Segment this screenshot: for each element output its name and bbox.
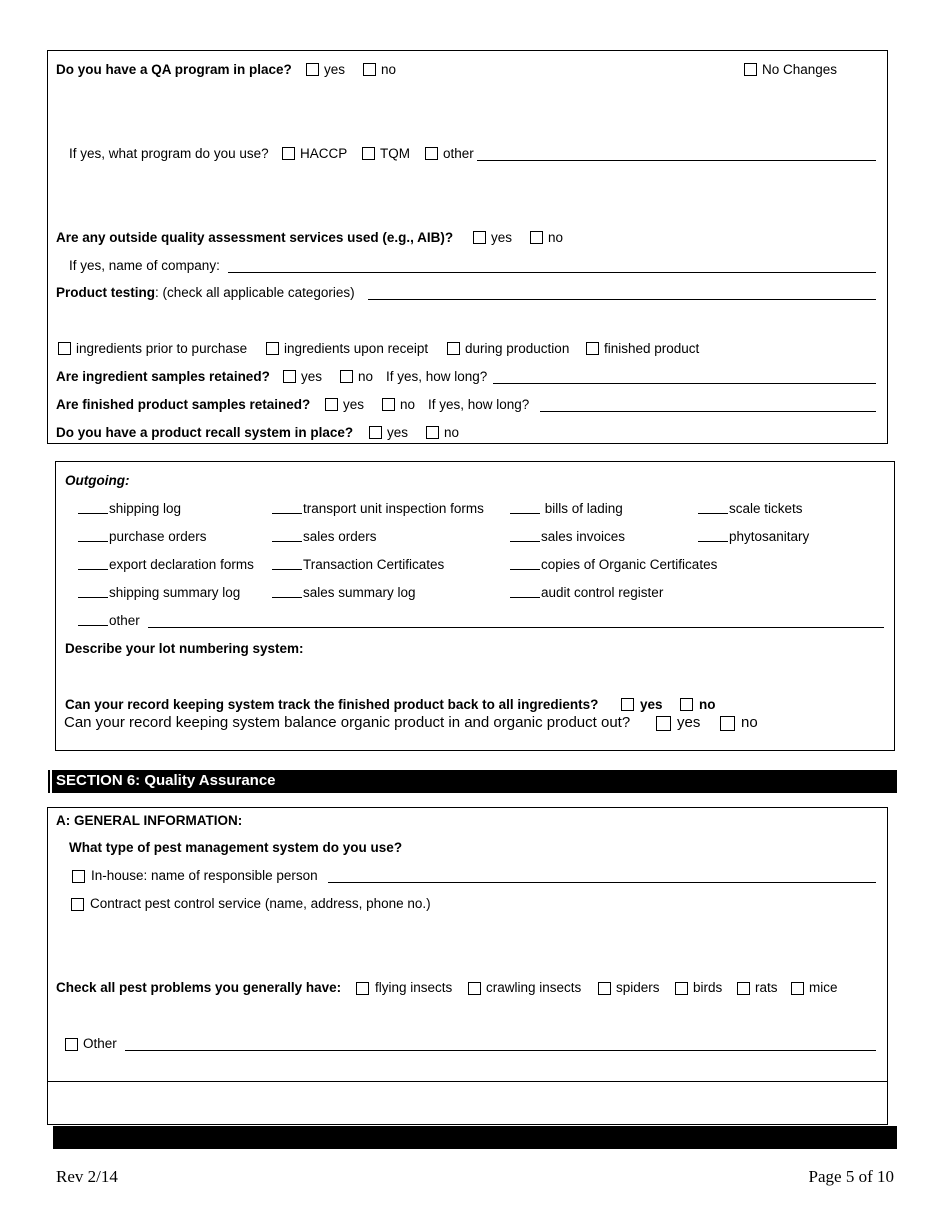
outgoing-item[interactable] [510, 585, 663, 600]
outgoing-item[interactable] [272, 585, 416, 600]
ingredient-samples-no-label: no [358, 369, 374, 384]
finished-how-long-label: If yes, how long? [428, 397, 530, 412]
outgoing-item-label: sales summary log [303, 585, 416, 600]
track-yes-checkbox[interactable] [621, 698, 634, 711]
lot-numbering-question: Describe your lot numbering system: [65, 641, 304, 656]
product-testing-hint: : (check all applicable categories) [155, 285, 355, 300]
ingredient-how-long-label: If yes, how long? [386, 369, 488, 384]
other-program-field[interactable] [477, 160, 876, 161]
qa-program-yes-label: yes [324, 62, 346, 77]
pest-spiders-checkbox[interactable] [598, 982, 611, 995]
pest-mice-checkbox[interactable] [791, 982, 804, 995]
track-no-checkbox[interactable] [680, 698, 693, 711]
ingredient-samples-question: Are ingredient samples retained? [56, 369, 270, 384]
pest-mice-label: mice [809, 980, 838, 995]
outgoing-other-item[interactable] [78, 613, 140, 628]
testing-during-production-label: during production [465, 341, 570, 356]
outgoing-item[interactable] [272, 557, 444, 572]
pest-flying-insects-label: flying insects [375, 980, 453, 995]
haccp-label: HACCP [300, 146, 348, 161]
company-name-label: If yes, name of company: [69, 258, 220, 273]
testing-prior-purchase-checkbox[interactable] [58, 342, 71, 355]
outside-services-no-checkbox[interactable] [530, 231, 543, 244]
outside-services-yes-label: yes [491, 230, 513, 245]
qa-program-question: Do you have a QA program in place? [56, 62, 292, 77]
in-house-checkbox[interactable] [72, 870, 85, 883]
section-title: SECTION 6: Quality Assurance [56, 772, 276, 789]
testing-upon-receipt-checkbox[interactable] [266, 342, 279, 355]
pest-other-label: Other [83, 1036, 117, 1051]
track-yes-label: yes [640, 697, 663, 712]
pest-crawling-insects-label: crawling insects [486, 980, 582, 995]
outgoing-item-label: phytosanitary [729, 529, 810, 544]
outgoing-item[interactable] [698, 501, 803, 516]
balance-yes-checkbox[interactable] [656, 716, 671, 731]
balance-no-checkbox[interactable] [720, 716, 735, 731]
balance-question: Can your record keeping system balance organic product in and organic product out? [64, 714, 631, 731]
outgoing-item[interactable] [78, 501, 181, 516]
outgoing-item-label: shipping log [109, 501, 182, 516]
testing-upon-receipt-label: ingredients upon receipt [284, 341, 429, 356]
outgoing-item-label: transport unit inspection forms [303, 501, 484, 516]
product-testing-label: Product testing [56, 285, 156, 300]
outgoing-heading: Outgoing: [65, 473, 130, 488]
outside-services-yes-checkbox[interactable] [473, 231, 486, 244]
track-no-label: no [699, 697, 716, 712]
product-testing-row [56, 285, 355, 300]
ingredient-how-long-field[interactable] [493, 383, 876, 384]
contract-service-checkbox[interactable] [71, 898, 84, 911]
outgoing-item[interactable] [272, 501, 484, 516]
program-question: If yes, what program do you use? [69, 146, 269, 161]
outgoing-item-label: shipping summary log [109, 585, 241, 600]
qa-program-yes-checkbox[interactable] [306, 63, 319, 76]
recall-yes-checkbox[interactable] [369, 426, 382, 439]
finished-samples-question: Are finished product samples retained? [56, 397, 311, 412]
pest-other-field[interactable] [125, 1050, 876, 1051]
track-question: Can your record keeping system track the finished product back to all ingredients? [65, 697, 599, 712]
tqm-checkbox[interactable] [362, 147, 375, 160]
other-program-checkbox[interactable] [425, 147, 438, 160]
pest-problems-question: Check all pest problems you generally have: [56, 980, 342, 995]
testing-during-production-checkbox[interactable] [447, 342, 460, 355]
finished-samples-yes-checkbox[interactable] [325, 398, 338, 411]
finished-how-long-field[interactable] [540, 411, 876, 412]
section-header-rule [48, 770, 50, 793]
bottom-bar [53, 1126, 897, 1149]
qa-program-no-label: no [381, 62, 397, 77]
balance-yes-label: yes [677, 714, 701, 731]
ingredient-samples-yes-checkbox[interactable] [283, 370, 296, 383]
general-info-heading: A: GENERAL INFORMATION: [56, 813, 243, 828]
recall-question: Do you have a product recall system in place? [56, 425, 354, 440]
product-testing-field[interactable] [368, 299, 876, 300]
outgoing-item-label: audit control register [541, 585, 664, 600]
ingredient-samples-no-checkbox[interactable] [340, 370, 353, 383]
in-house-name-field[interactable] [328, 882, 876, 883]
outgoing-other-label: other [109, 613, 140, 628]
outgoing-item[interactable] [78, 585, 240, 600]
finished-samples-no-label: no [400, 397, 416, 412]
recall-no-checkbox[interactable] [426, 426, 439, 439]
finished-samples-no-checkbox[interactable] [382, 398, 395, 411]
outgoing-item-label: sales invoices [541, 529, 626, 544]
testing-finished-product-checkbox[interactable] [586, 342, 599, 355]
pest-other-checkbox[interactable] [65, 1038, 78, 1051]
outgoing-item-label: purchase orders [109, 529, 207, 544]
other-program-label: other [443, 146, 474, 161]
outgoing-item-label: bills of lading [541, 501, 623, 516]
pest-crawling-insects-checkbox[interactable] [468, 982, 481, 995]
company-name-field[interactable] [228, 272, 876, 273]
recall-no-label: no [444, 425, 460, 440]
no-changes-label: No Changes [762, 62, 838, 77]
outgoing-item-label: export declaration forms [109, 557, 254, 572]
ingredient-samples-yes-label: yes [301, 369, 323, 384]
outgoing-item-label: scale tickets [729, 501, 803, 516]
outgoing-item[interactable] [510, 529, 625, 544]
contract-service-label: Contract pest control service (name, address, phone no.) [90, 896, 431, 911]
qa-program-section [47, 50, 888, 444]
outgoing-item-label: copies of Organic Certificates [541, 557, 718, 572]
haccp-checkbox[interactable] [282, 147, 295, 160]
pest-rats-checkbox[interactable] [737, 982, 750, 995]
outgoing-item-label: Transaction Certificates [303, 557, 445, 572]
outgoing-item[interactable] [78, 529, 207, 544]
outgoing-item-label: sales orders [303, 529, 377, 544]
outgoing-item[interactable] [272, 529, 377, 544]
outside-services-no-label: no [548, 230, 564, 245]
pest-flying-insects-checkbox[interactable] [356, 982, 369, 995]
in-house-label: In-house: name of responsible person [91, 868, 318, 883]
no-changes-checkbox[interactable] [744, 63, 757, 76]
outside-services-question: Are any outside quality assessment services used (e.g., AIB)? [56, 230, 454, 245]
recall-yes-label: yes [387, 425, 409, 440]
balance-no-label: no [741, 714, 758, 731]
pest-spiders-label: spiders [616, 980, 660, 995]
outgoing-item[interactable] [698, 529, 809, 544]
outgoing-item[interactable] [510, 501, 623, 516]
page-number: Page 5 of 10 [808, 1167, 894, 1186]
testing-prior-purchase-label: ingredients prior to purchase [76, 341, 248, 356]
finished-samples-yes-label: yes [343, 397, 365, 412]
pest-management-question: What type of pest management system do you use? [69, 840, 403, 855]
outgoing-item[interactable] [510, 557, 717, 572]
revision-label: Rev 2/14 [56, 1167, 118, 1186]
testing-finished-product-label: finished product [604, 341, 700, 356]
pest-rats-label: rats [755, 980, 778, 995]
qa-program-no-checkbox[interactable] [363, 63, 376, 76]
pest-birds-checkbox[interactable] [675, 982, 688, 995]
tqm-label: TQM [380, 146, 410, 161]
pest-birds-label: birds [693, 980, 723, 995]
blank-section [47, 1081, 888, 1125]
outgoing-item[interactable] [78, 557, 254, 572]
outgoing-other-field[interactable] [148, 627, 884, 628]
